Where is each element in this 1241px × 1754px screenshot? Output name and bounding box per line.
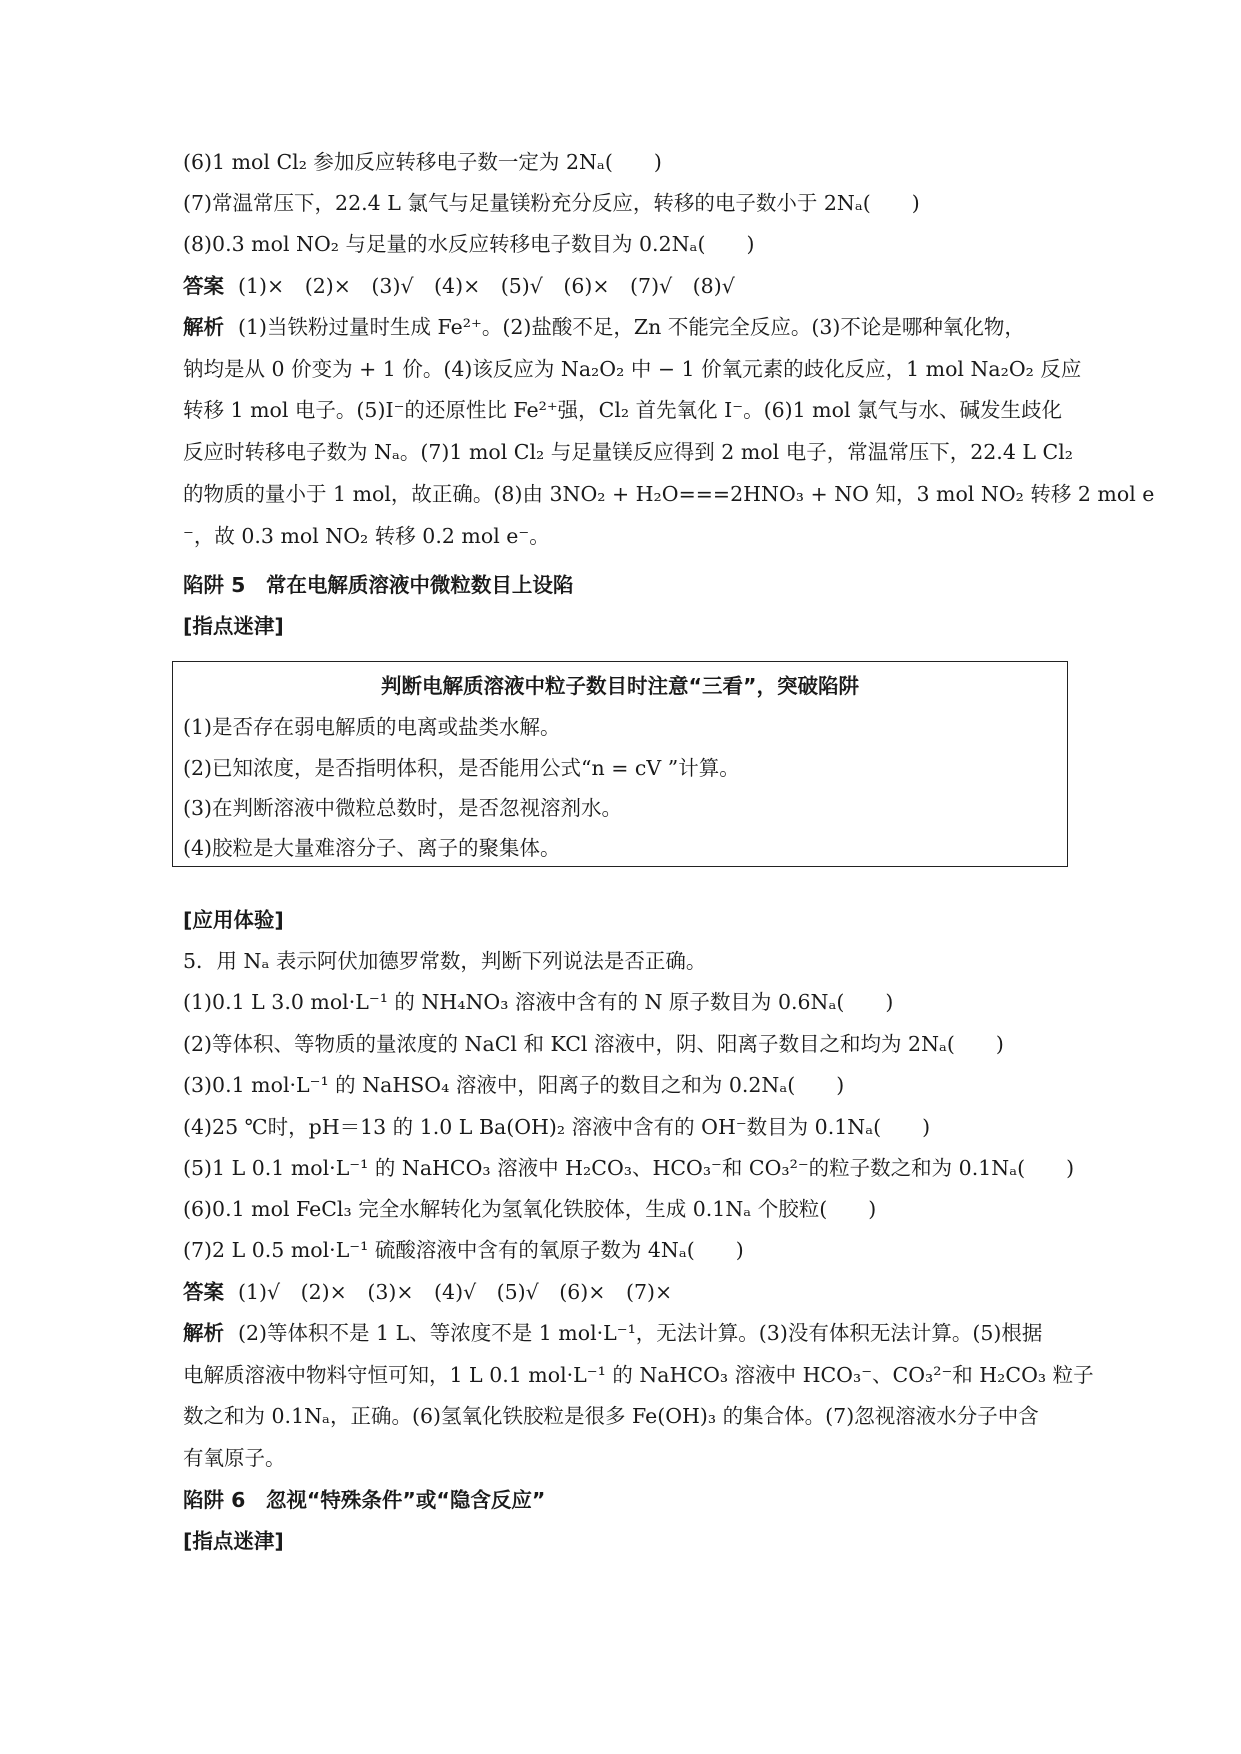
analysis-line-a-2: 钠均是从 0 价变为 + 1 价。(4)该反应为 Na₂O₂ 中 − 1 价氧元素的歧化反应，1 mol Na₂O₂ 反应 — [183, 357, 1082, 381]
analysis-text-b: (2)等体积不是 1 L、等浓度不是 1 mol·L⁻¹，无法计算。(3)没有体积无法计算。(5)根据 — [238, 1321, 1043, 1345]
tips-box-line-4: (4)胶粒是大量难溶分子、离子的聚集体。 — [183, 836, 561, 860]
item-7: (7)常温常压下，22.4 L 氯气与足量镁粉充分反应，转移的电子数小于 2Nₐ( ) — [183, 191, 920, 215]
tips-box-line-2: (2)已知浓度，是否指明体积，是否能用公式“n = cV ”计算。 — [183, 756, 740, 780]
trap6-heading: 陷阱 6 忽视“特殊条件”或“隐含反应” — [183, 1488, 546, 1512]
analysis-line-b-1 — [183, 1319, 1042, 1347]
analysis-line-a-3: 转移 1 mol 电子。(5)I⁻的还原性比 Fe²⁺强，Cl₂ 首先氧化 I⁻。(6)1 mol 氯气与水、碱发生歧化 — [183, 398, 1063, 422]
analysis-line-a-6: ⁻，故 0.3 mol NO₂ 转移 0.2 mol e⁻。 — [183, 524, 550, 548]
q5-item-6: (6)0.1 mol FeCl₃ 完全水解转化为氢氧化铁胶体，生成 0.1Nₐ 个胶粒( ) — [183, 1197, 877, 1221]
answer-line-b — [183, 1278, 672, 1306]
q5-item-1: (1)0.1 L 3.0 mol·L⁻¹ 的 NH₄NO₃ 溶液中含有的 N 原子数目为 0.6Nₐ( ) — [183, 990, 894, 1014]
analysis-text: (1)当铁粉过量时生成 Fe²⁺。(2)盐酸不足，Zn 不能完全反应。(3)不论是哪种氧化物， — [238, 315, 1025, 339]
trap5-tips-heading: [指点迷津] — [183, 614, 284, 638]
q5-item-2: (2)等体积、等物质的量浓度的 NaCl 和 KCl 溶液中，阴、阳离子数目之和均为 2Nₐ( ) — [183, 1032, 1004, 1056]
answer-line-a — [183, 272, 735, 300]
question-5: 5．用 Nₐ 表示阿伏加德罗常数，判断下列说法是否正确。 — [183, 949, 707, 973]
q5-item-7: (7)2 L 0.5 mol·L⁻¹ 硫酸溶液中含有的氧原子数为 4Nₐ( ) — [183, 1238, 744, 1262]
trap5-heading: 陷阱 5 常在电解质溶液中微粒数目上设陷 — [183, 573, 574, 597]
q5-item-4: (4)25 ℃时，pH＝13 的 1.0 L Ba(OH)₂ 溶液中含有的 OH⁻数目为 0.1Nₐ( ) — [183, 1115, 931, 1139]
analysis-label: 解析 — [183, 315, 224, 339]
tips-box — [172, 661, 1068, 867]
tips-box-line-1: (1)是否存在弱电解质的电离或盐类水解。 — [183, 715, 561, 739]
analysis-line-a-4: 反应时转移电子数为 Nₐ。(7)1 mol Cl₂ 与足量镁反应得到 2 mol 电子，常温常压下，22.4 L Cl₂ — [183, 440, 1073, 464]
item-8: (8)0.3 mol NO₂ 与足量的水反应转移电子数目为 0.2Nₐ( ) — [183, 232, 755, 256]
tips-box-title: 判断电解质溶液中粒子数目时注意“三看”，突破陷阱 — [381, 674, 859, 698]
practice-heading: [应用体验] — [183, 908, 284, 932]
answer-text: (1)× (2)× (3)√ (4)× (5)√ (6)× (7)√ (8)√ — [238, 274, 735, 298]
answer-text-b: (1)√ (2)× (3)× (4)√ (5)√ (6)× (7)× — [238, 1280, 673, 1304]
answer-label: 答案 — [183, 274, 224, 298]
analysis-line-b-2: 电解质溶液中物料守恒可知，1 L 0.1 mol·L⁻¹ 的 NaHCO₃ 溶液中 HCO₃⁻、CO₃²⁻和 H₂CO₃ 粒子 — [183, 1363, 1094, 1387]
analysis-line-b-4: 有氧原子。 — [183, 1446, 286, 1470]
trap6-tips-heading: [指点迷津] — [183, 1529, 284, 1553]
analysis-line-b-3: 数之和为 0.1Nₐ，正确。(6)氢氧化铁胶粒是很多 Fe(OH)₃ 的集合体。(7)忽视溶液水分子中含 — [183, 1404, 1039, 1428]
item-6: (6)1 mol Cl₂ 参加反应转移电子数一定为 2Nₐ( ) — [183, 150, 662, 174]
answer-label-b: 答案 — [183, 1280, 224, 1304]
analysis-line-a-5: 的物质的量小于 1 mol，故正确。(8)由 3NO₂ + H₂O===2HNO₃ + NO 知，3 mol NO₂ 转移 2 mol e — [183, 482, 1155, 506]
q5-item-3: (3)0.1 mol·L⁻¹ 的 NaHSO₄ 溶液中，阳离子的数目之和为 0.2Nₐ( ) — [183, 1073, 845, 1097]
analysis-label-b: 解析 — [183, 1321, 224, 1345]
tips-box-line-3: (3)在判断溶液中微粒总数时，是否忽视溶剂水。 — [183, 796, 623, 820]
q5-item-5: (5)1 L 0.1 mol·L⁻¹ 的 NaHCO₃ 溶液中 H₂CO₃、HCO₃⁻和 CO₃²⁻的粒子数之和为 0.1Nₐ( ) — [183, 1156, 1075, 1180]
analysis-line-a-1 — [183, 313, 1025, 341]
